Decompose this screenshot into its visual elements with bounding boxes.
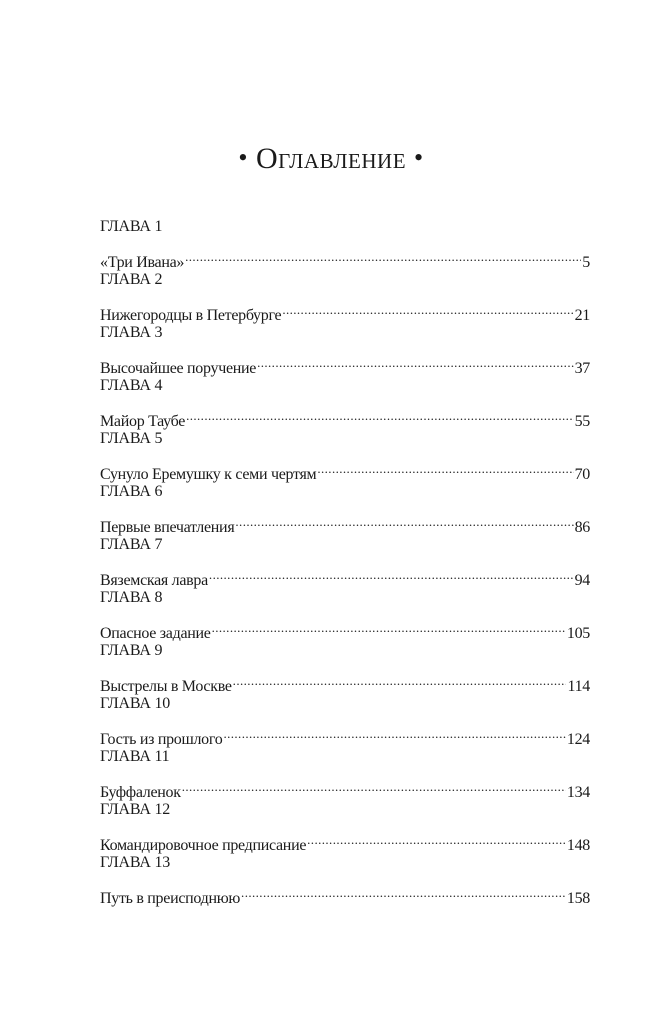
toc-line[interactable] (100, 293, 590, 324)
page-number: 70 (574, 466, 590, 483)
dot-leader (185, 240, 581, 267)
dot-leader (233, 664, 567, 691)
toc-line[interactable] (100, 664, 590, 695)
toc-entry-1 (100, 214, 590, 271)
page-number: 148 (566, 837, 590, 854)
chapter-label: ГЛАВА 9 (100, 642, 163, 659)
dot-leader (212, 611, 566, 638)
chapter-label: ГЛАВА 2 (100, 271, 163, 288)
dot-leader (223, 717, 565, 744)
toc-line[interactable] (100, 876, 590, 907)
toc-line[interactable] (100, 823, 590, 854)
toc-line[interactable] (100, 452, 590, 483)
dot-leader (282, 293, 573, 320)
page-number: 21 (574, 307, 590, 324)
page-title (0, 142, 662, 176)
table-of-contents (100, 214, 590, 907)
toc-line[interactable] (100, 717, 590, 748)
chapter-label: ГЛАВА 10 (100, 695, 171, 712)
toc-line[interactable] (100, 611, 590, 642)
page-number: 55 (574, 413, 590, 430)
dot-leader (182, 770, 566, 797)
chapter-title: Сунуло Еремушку к семи чертям (100, 466, 317, 483)
page-number: 37 (574, 360, 590, 377)
chapter-label: ГЛАВА 11 (100, 748, 170, 765)
title-bullet-right: • (414, 143, 424, 172)
page-number: 158 (566, 890, 590, 907)
chapter-title: Нижегородцы в Петербурге (100, 307, 282, 324)
page-number: 124 (566, 731, 590, 748)
dot-leader (209, 558, 574, 585)
dot-leader (241, 876, 566, 903)
page-number: 94 (574, 572, 590, 589)
chapter-title: Опасное задание (100, 625, 211, 642)
chapter-label: ГЛАВА 3 (100, 324, 163, 341)
chapter-title: Буффаленок (100, 784, 181, 801)
chapter-title: Вяземская лавра (100, 572, 208, 589)
title-text: Оглавление (255, 142, 407, 175)
chapter-title: Гость из прошлого (100, 731, 223, 748)
page-number: 5 (582, 254, 590, 271)
toc-line[interactable] (100, 399, 590, 430)
page-number: 86 (574, 519, 590, 536)
chapter-label: ГЛАВА 8 (100, 589, 163, 606)
chapter-title: Командировочное предписание (100, 837, 307, 854)
chapter-label: ГЛАВА 12 (100, 801, 171, 818)
chapter-title: Путь в преисподнюю (100, 890, 241, 907)
dot-leader (235, 505, 573, 532)
toc-line[interactable] (100, 346, 590, 377)
chapter-title: Первые впечатления (100, 519, 235, 536)
page-number: 105 (566, 625, 590, 642)
chapter-label: ГЛАВА 5 (100, 430, 163, 447)
toc-line[interactable] (100, 505, 590, 536)
chapter-label: ГЛАВА 13 (100, 854, 171, 871)
chapter-title: Выстрелы в Москве (100, 678, 232, 695)
page-number: 114 (567, 678, 590, 695)
dot-leader (317, 452, 573, 479)
toc-line[interactable] (100, 240, 590, 271)
page-number: 134 (566, 784, 590, 801)
dot-leader (307, 823, 566, 850)
toc-line[interactable] (100, 770, 590, 801)
dot-leader (257, 346, 574, 373)
chapter-label: ГЛАВА 1 (100, 218, 163, 235)
chapter-title: «Три Ивана» (100, 254, 185, 271)
chapter-title: Высочайшее поручение (100, 360, 257, 377)
chapter-title: Майор Таубе (100, 413, 186, 430)
dot-leader (186, 399, 574, 426)
chapter-label: ГЛАВА 7 (100, 536, 163, 553)
title-bullet-left: • (238, 143, 248, 172)
toc-line[interactable] (100, 558, 590, 589)
chapter-label: ГЛАВА 4 (100, 377, 163, 394)
chapter-label: ГЛАВА 6 (100, 483, 163, 500)
